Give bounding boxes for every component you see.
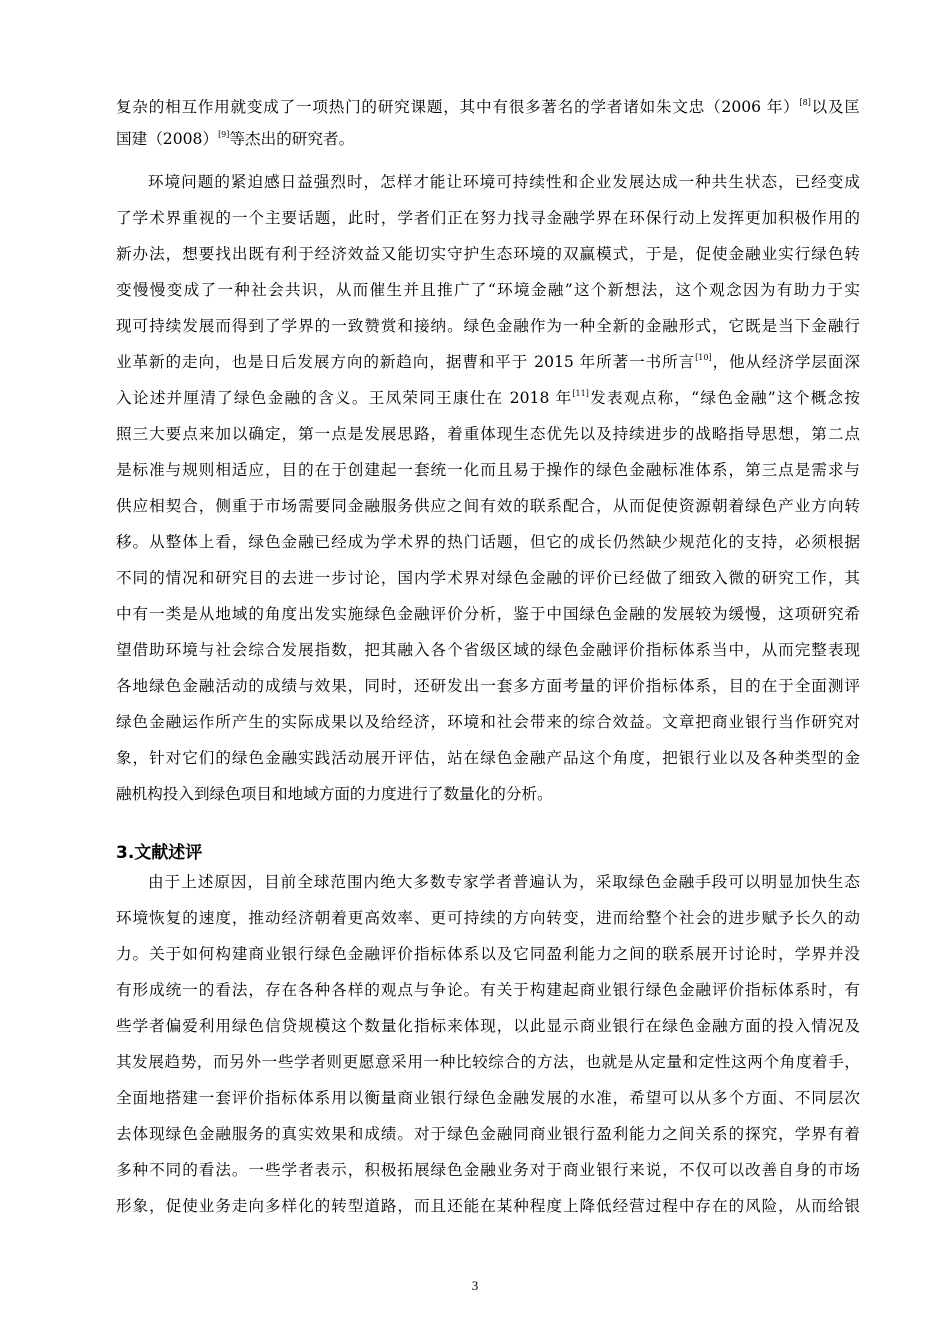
paragraph-2-line-12: 不同的情况和研究目的去进一步讨论，国内学术界对绿色金融的评价已经做了细致入微的研究工作，其	[116, 569, 860, 587]
paragraph-3-line-4: 有形成统一的看法，存在各种各样的观点与争论。有关于构建起商业银行绿色金融评价指标体系时，有	[116, 981, 860, 999]
paragraph-2-line-11: 移。从整体上看，绿色金融已经成为学术界的热门话题，但它的成长仍然缺少规范化的支持，必须根据	[116, 533, 860, 551]
paragraph-3-line-3: 力。关于如何构建商业银行绿色金融评价指标体系以及它同盈利能力之间的联系展开讨论时，学界并没	[116, 945, 860, 963]
citation-marker: [10]	[695, 353, 712, 362]
paragraph-2-line-8: 照三大要点来加以确定，第一点是发展思路，着重体现生态优先以及持续进步的战略指导思想，第二点	[116, 425, 860, 443]
paragraph-2-line-10: 供应相契合，侧重于市场需要同金融服务供应之间有效的联系配合，从而促使资源朝着绿色产业方向转	[116, 497, 860, 515]
paragraph-3-line-9: 多种不同的看法。一些学者表示，积极拓展绿色金融业务对于商业银行来说，不仅可以改善自身的市场	[116, 1161, 860, 1179]
paragraph-2-line-17: 象，针对它们的绿色金融实践活动展开评估，站在绿色金融产品这个角度，把银行业以及各种类型的金	[116, 749, 860, 767]
paragraph-3-line-6: 其发展趋势，而另外一些学者则更愿意采用一种比较综合的方法，也就是从定量和定性这两个角度着手，	[116, 1053, 860, 1071]
paragraph-2-line-6: 业革新的走向，也是日后发展方向的新趋向，据曹和平于 2015 年所著一书所言[10]，他从经济学层面深	[116, 353, 860, 371]
paragraph-2-line-1: 环境问题的紧迫感日益强烈时，怎样才能让环境可持续性和企业发展达成一种共生状态，已经变成	[148, 173, 860, 191]
citation-marker: [11]	[572, 389, 589, 398]
citation-marker: [8]	[799, 98, 811, 107]
citation-marker: [9]	[218, 130, 230, 139]
paragraph-3-line-7: 全面地搭建一套评价指标体系用以衡量商业银行绿色金融发展的水准，希望可以从多个方面、不同层次	[116, 1089, 860, 1107]
paragraph-2-line-16: 绿色金融运作所产生的实际成果以及给经济，环境和社会带来的综合效益。文章把商业银行当作研究对	[116, 713, 860, 731]
paragraph-2-line-18: 融机构投入到绿色项目和地域方面的力度进行了数量化的分析。	[116, 785, 553, 803]
paragraph-2-line-7: 入论述并厘清了绿色金融的含义。王凤荣同王康仕在 2018 年[11]发表观点称，“绿色金融”这个概念按	[116, 389, 860, 407]
paragraph-2-line-9: 是标准与规则相适应，目的在于创建起一套统一化而且易于操作的绿色金融标准体系，第三点是需求与	[116, 461, 860, 479]
paragraph-3-line-5: 些学者偏爱利用绿色信贷规模这个数量化指标来体现，以此显示商业银行在绿色金融方面的投入情况及	[116, 1017, 860, 1035]
paragraph-2-line-13: 中有一类是从地域的角度出发实施绿色金融评价分析，鉴于中国绿色金融的发展较为缓慢，这项研究希	[116, 605, 860, 623]
paragraph-2-line-14: 望借助环境与社会综合发展指数，把其融入各个省级区域的绿色金融评价指标体系当中，从而完整表现	[116, 641, 860, 659]
paragraph-1-line-2: 国建（2008）[9]等杰出的研究者。	[116, 130, 355, 148]
paragraph-2-line-5: 现可持续发展而得到了学界的一致赞赏和接纳。绿色金融作为一种全新的金融形式，它既是当下金融行	[116, 317, 860, 335]
paragraph-3-line-10: 形象，促使业务走向多样化的转型道路，而且还能在某种程度上降低经营过程中存在的风险，从而给银	[116, 1197, 860, 1215]
paragraph-1-line-1: 复杂的相互作用就变成了一项热门的研究课题，其中有很多著名的学者诸如朱文忠（2006 年）[8]以及匡	[116, 98, 860, 116]
page-number: 3	[471, 1278, 479, 1293]
paragraph-2-line-2: 了学术界重视的一个主要话题，此时，学者们正在努力找寻金融学界在环保行动上发挥更加积极作用的	[116, 209, 860, 227]
paragraph-3-line-2: 环境恢复的速度，推动经济朝着更高效率、更可持续的方向转变，进而给整个社会的进步赋予长久的动	[116, 909, 860, 927]
paragraph-2-line-4: 变慢慢变成了一种社会共识，从而催生并且推广了“环境金融”这个新想法，这个观念因为有助力于实	[116, 281, 860, 299]
section-heading: 3.文献述评	[116, 843, 203, 863]
paragraph-3-line-1: 由于上述原因，目前全球范围内绝大多数专家学者普遍认为，采取绿色金融手段可以明显加快生态	[148, 873, 860, 891]
paragraph-2-line-15: 各地绿色金融活动的成绩与效果，同时，还研发出一套多方面考量的评价指标体系，目的在于全面测评	[116, 677, 860, 695]
paragraph-3-line-8: 去体现绿色金融服务的真实效果和成绩。对于绿色金融同商业银行盈利能力之间关系的探究，学界有着	[116, 1125, 860, 1143]
paragraph-2-line-3: 新办法，想要找出既有利于经济效益又能切实守护生态环境的双赢模式，于是，促使金融业实行绿色转	[116, 245, 860, 263]
